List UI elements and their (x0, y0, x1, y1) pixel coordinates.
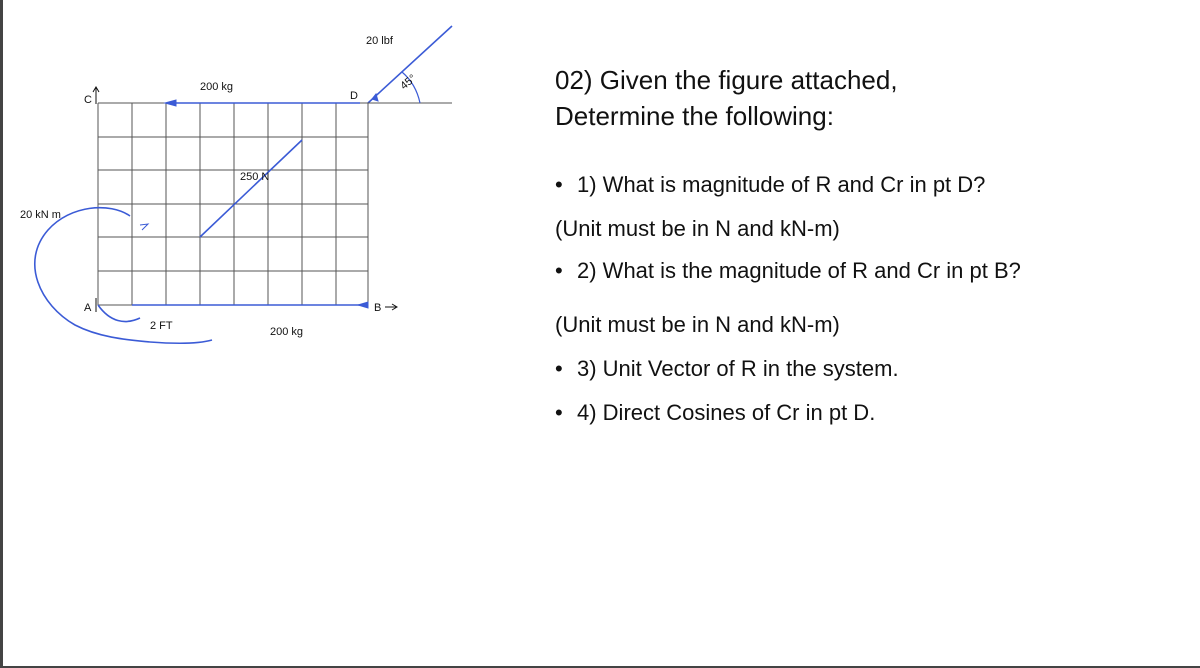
grid (98, 103, 368, 305)
question-item-4: • 4) Direct Cosines of Cr in pt D. (555, 398, 1175, 428)
label-d: D (350, 90, 358, 102)
b-arrow-left-icon (358, 302, 368, 308)
question-list (555, 170, 1175, 428)
b-arrow-icon (385, 304, 397, 310)
c-arrow-icon (93, 87, 99, 104)
label-c: C (84, 94, 92, 106)
point-a-curve (98, 305, 140, 322)
label-moment: 20 kN m (20, 209, 61, 221)
free-body-diagram (0, 0, 520, 380)
moment-arc-ext (150, 340, 212, 343)
question-panel (555, 62, 1175, 442)
top-left-arrow-icon (165, 100, 176, 106)
label-angle: 45° (398, 72, 419, 93)
question-item-2: • 2) What is the magnitude of R and Cr in pt B? (555, 258, 1175, 284)
force-lines (35, 26, 452, 343)
moment-arc (35, 208, 150, 342)
label-b: B (374, 302, 382, 314)
label-mass-top: 200 kg (200, 81, 234, 93)
question-item-2-unit: (Unit must be in N and kN-m) (555, 312, 840, 337)
label-20lbf: 20 lbf (366, 35, 393, 47)
label-spacing: 2 FT (150, 320, 173, 332)
arrows (93, 87, 397, 312)
force-250n-line (200, 140, 302, 237)
label-250n: 250 N (240, 171, 270, 183)
label-a: A (84, 302, 92, 314)
question-item-3: • 3) Unit Vector of R in the system. (555, 354, 1175, 384)
question-item-1: • 1) What is magnitude of R and Cr in pt D? (555, 170, 1175, 200)
question-item-1-unit: (Unit must be in N and kN-m) (555, 216, 840, 241)
moment-arrowhead-icon (140, 224, 148, 230)
question-title-line1: 02) Given the figure attached, (555, 65, 898, 95)
label-mass-bottom: 200 kg (270, 326, 304, 338)
question-title-line2: Determine the following: (555, 101, 834, 131)
